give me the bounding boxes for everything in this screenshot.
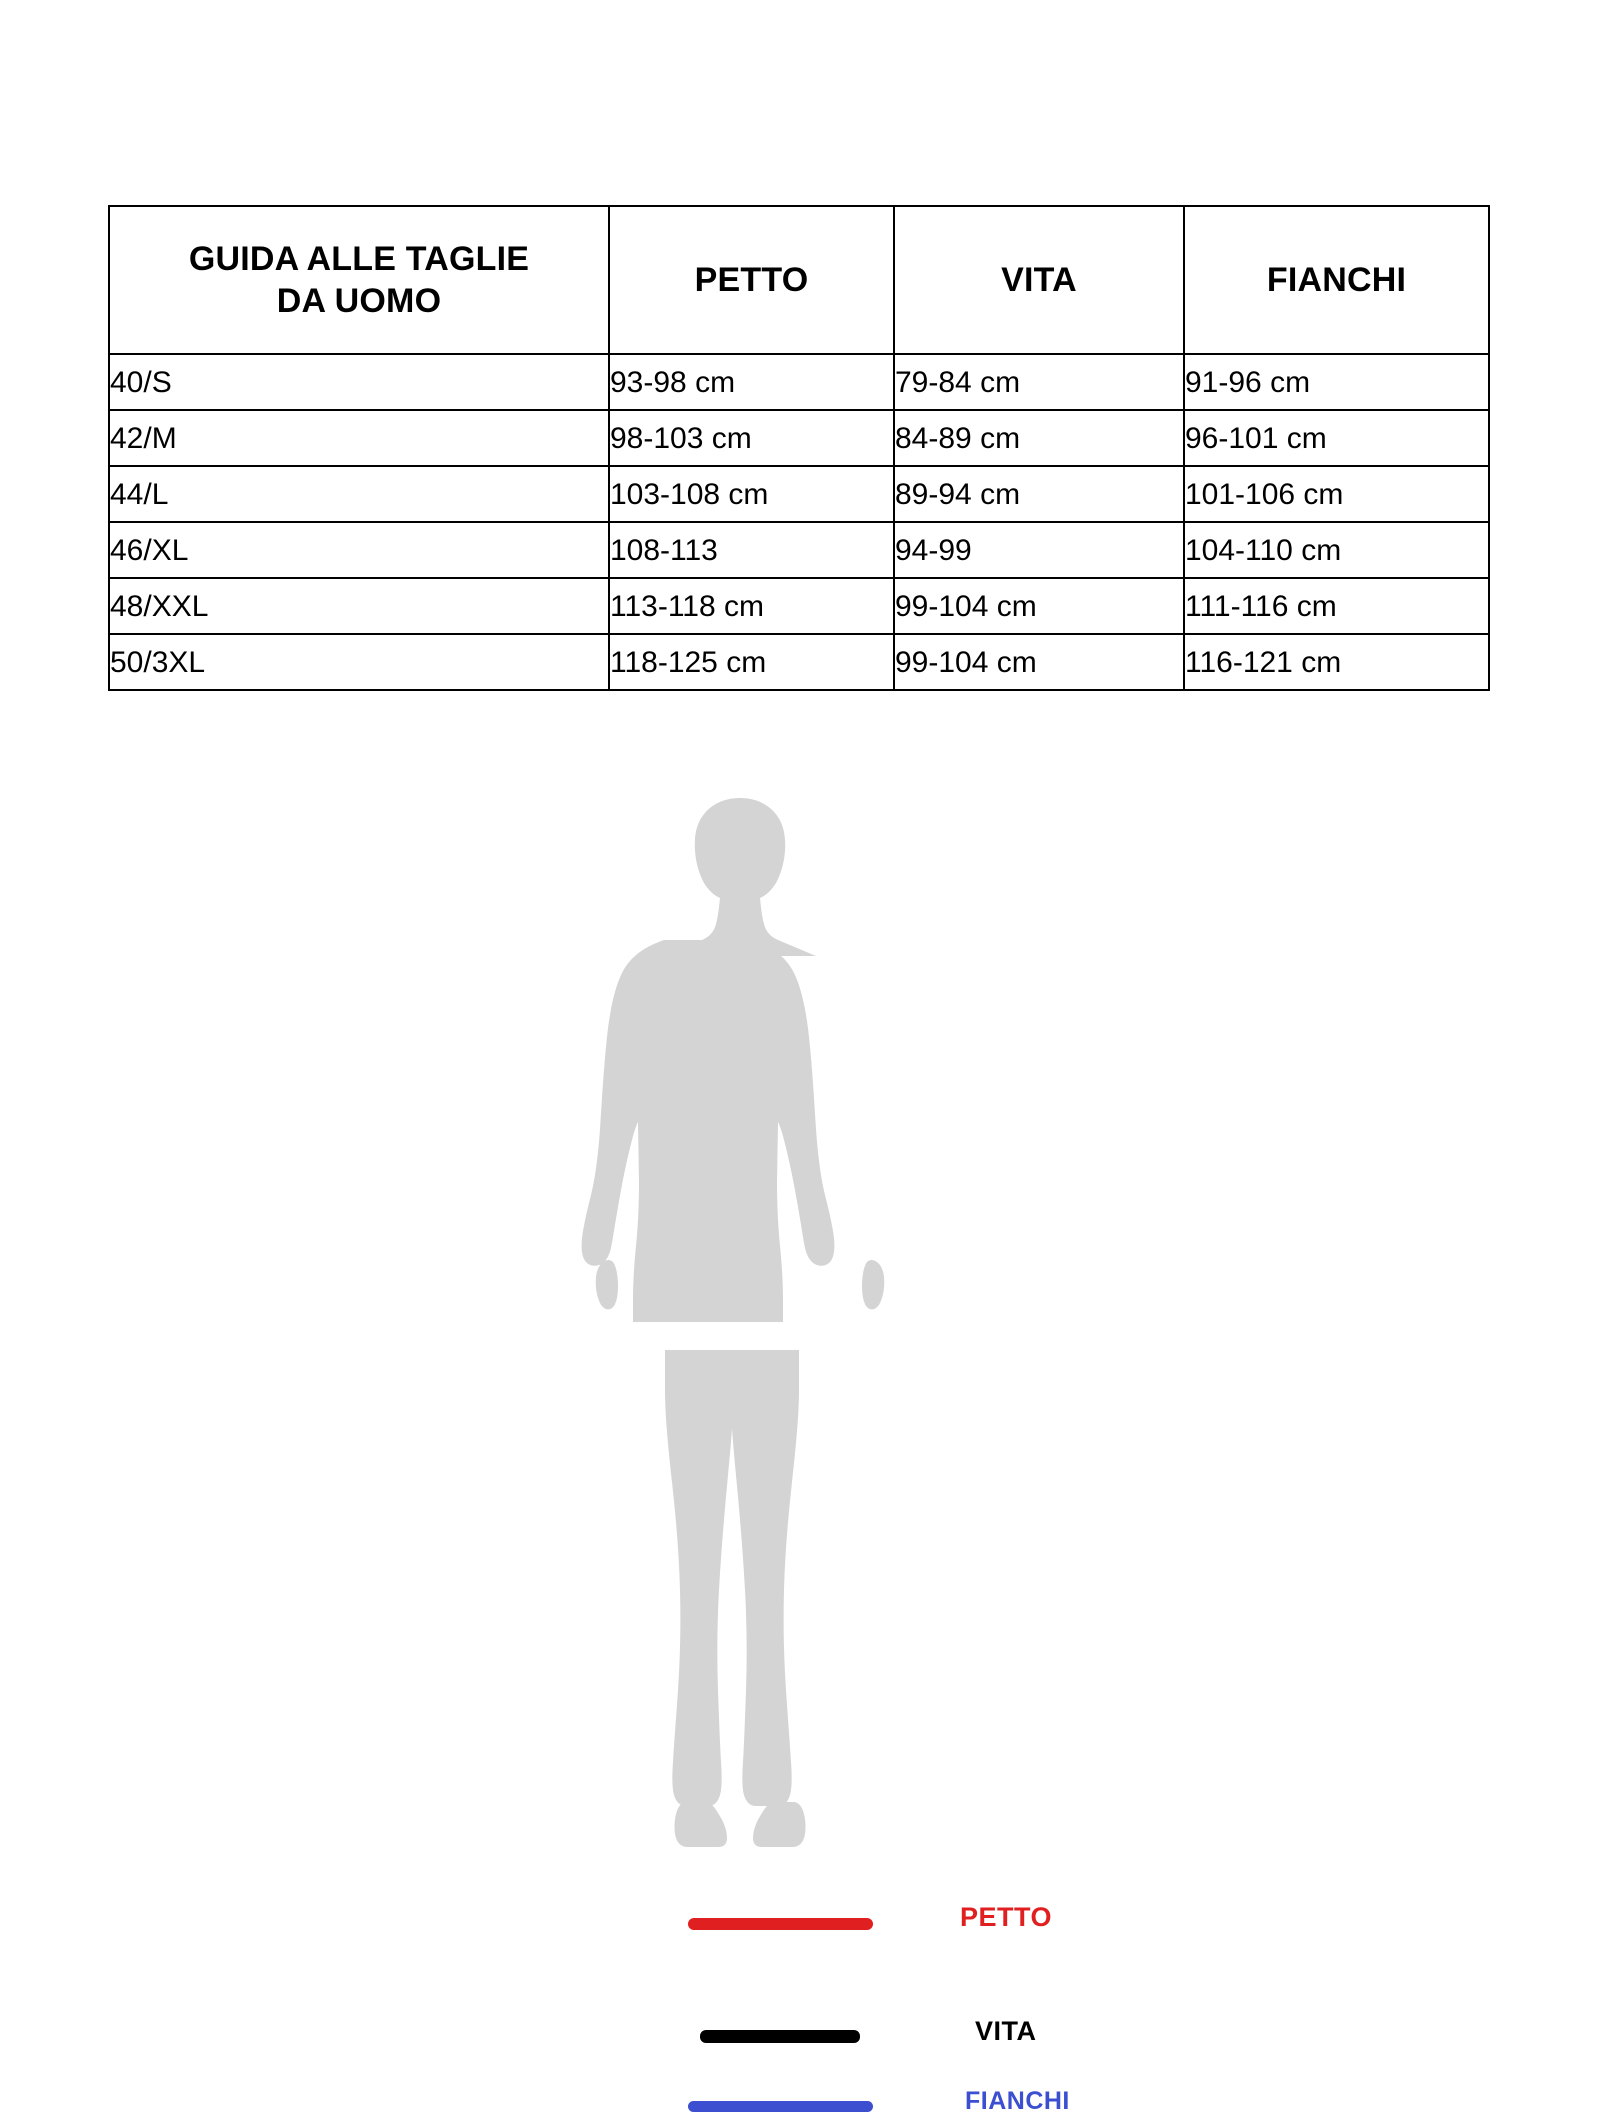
cell-fianchi: 104-110 cm [1184, 522, 1489, 578]
table-header [109, 206, 1489, 354]
petto-measure-label: PETTO [960, 1902, 1053, 1932]
table-header-row [109, 206, 1489, 354]
cell-petto: 103-108 cm [609, 466, 894, 522]
column-header-petto: PETTO [609, 206, 894, 354]
column-header-fianchi: FIANCHI [1184, 206, 1489, 354]
table-body [109, 354, 1489, 690]
cell-vita: 94-99 [894, 522, 1184, 578]
vita-measure-line [700, 2030, 860, 2043]
cell-vita: 89-94 cm [894, 466, 1184, 522]
measurement-figure [0, 790, 1600, 2115]
table-row [109, 466, 1489, 522]
cell-vita: 99-104 cm [894, 578, 1184, 634]
table-row [109, 522, 1489, 578]
cell-petto: 118-125 cm [609, 634, 894, 690]
cell-vita: 84-89 cm [894, 410, 1184, 466]
table-row [109, 410, 1489, 466]
table-title-cell [109, 206, 609, 354]
table-title-line1: GUIDA ALLE TAGLIE [188, 239, 530, 278]
cell-size: 48/XXL [109, 578, 609, 634]
cell-petto: 108-113 [609, 522, 894, 578]
table-title-line2: DA UOMO [276, 282, 442, 320]
cell-size: 44/L [109, 466, 609, 522]
cell-fianchi: 111-116 cm [1184, 578, 1489, 634]
table-row [109, 634, 1489, 690]
cell-fianchi: 96-101 cm [1184, 410, 1489, 466]
cell-vita: 99-104 cm [894, 634, 1184, 690]
cell-petto: 93-98 cm [609, 354, 894, 410]
cell-vita: 79-84 cm [894, 354, 1184, 410]
size-guide-table-container [108, 205, 1488, 691]
cell-size: 46/XL [109, 522, 609, 578]
petto-measure-line [688, 1918, 873, 1930]
fianchi-measure-label: FIANCHI [965, 2087, 1070, 2115]
column-header-vita: VITA [894, 206, 1184, 354]
vita-measure-label: VITA [975, 2016, 1037, 2046]
male-body-silhouette-icon [560, 790, 920, 1950]
table-row [109, 354, 1489, 410]
cell-size: 42/M [109, 410, 609, 466]
cell-fianchi: 91-96 cm [1184, 354, 1489, 410]
size-guide-table [108, 205, 1490, 691]
cell-petto: 113-118 cm [609, 578, 894, 634]
cell-size: 40/S [109, 354, 609, 410]
cell-petto: 98-103 cm [609, 410, 894, 466]
cell-fianchi: 116-121 cm [1184, 634, 1489, 690]
cell-size: 50/3XL [109, 634, 609, 690]
cell-fianchi: 101-106 cm [1184, 466, 1489, 522]
fianchi-measure-line [688, 2101, 873, 2112]
table-row [109, 578, 1489, 634]
